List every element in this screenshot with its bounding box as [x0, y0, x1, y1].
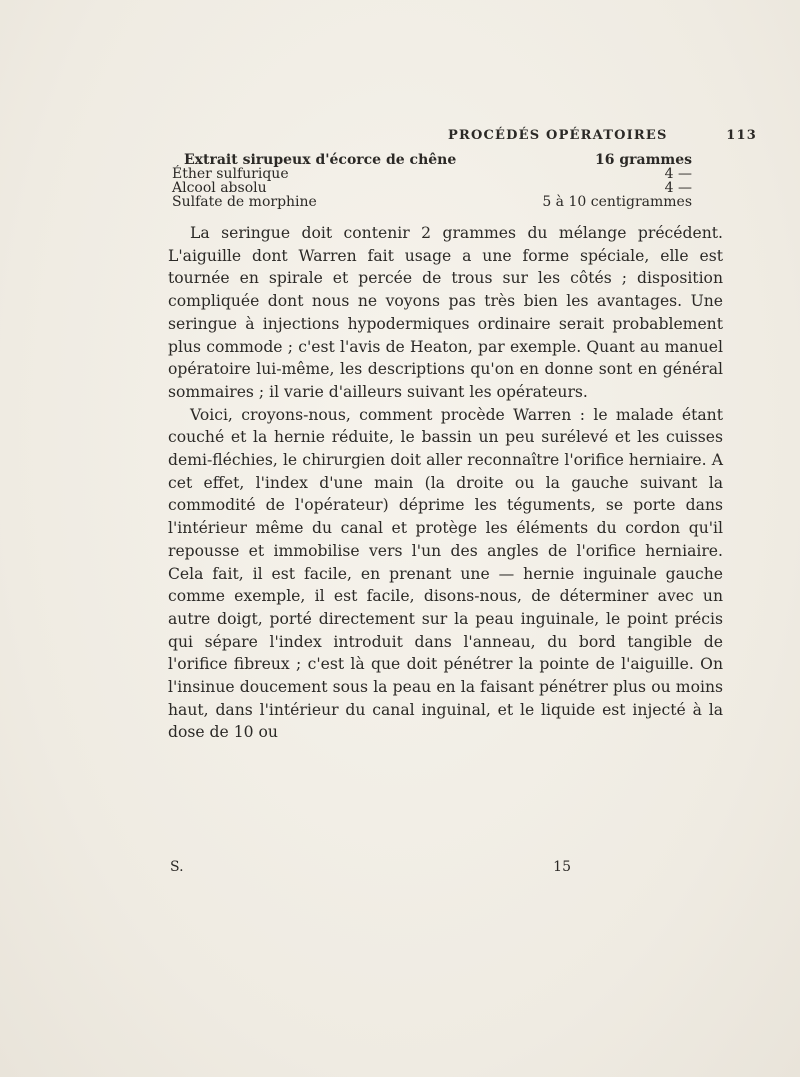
page-number: 113	[726, 128, 757, 143]
paragraph: Voici, croyons-nous, comment procède Warren : le malade étant couché et la hernie réduite, le bassin un peu surélevé et les cuisses demi-fléchies, le chirurgien doit aller reconnaître l'orifice herniaire. A cet effet, l'index d'une main (la droite ou la gauche suivant la commodité de l'opérateur) déprime les téguments, se porte dans l'intérieur même du canal et protège les éléments du cordon qu'il repousse et immobilise vers l'un des angles de l'orifice herniaire. Cela fait, il est facile, en prenant une — hernie inguinale gauche comme exemple, il est facile, disons-nous, de déterminer avec un autre doigt, porté directement sur la peau inguinale, le point précis qui sépare l'index introduit dans l'anneau, du bord tangible de l'orifice fibreux ; c'est là que doit pénétrer la pointe de l'aiguille. On l'insinue doucement sous la peau en la faisant pénétrer plus ou moins haut, dans l'intérieur du canal inguinal, et le liquide est injecté à la dose de 10 ou	[168, 405, 723, 742]
recipe-row	[172, 181, 692, 195]
recipe-row	[172, 153, 692, 167]
recipe-ingredient: Extrait sirupeux d'écorce de chêne	[184, 152, 457, 168]
body-text	[168, 222, 723, 744]
recipe-list	[172, 153, 692, 209]
sheet-number: 15	[553, 859, 571, 875]
recipe-quantity: 4 —	[664, 180, 692, 196]
paragraph: La seringue doit contenir 2 grammes du mélange précédent. L'aiguille dont Warren fait usage a une forme spéciale, elle est tournée en spirale et percée de trous sur les côtés ; disposition compliquée dont nous ne voyons pas très bien les avantages. Une seringue à injections hypodermiques ordinaire serait probablement plus commode ; c'est l'avis de Heaton, par exemple. Quant au manuel opératoire lui-même, les descriptions qu'on en donne sont en général sommaires ; il varie d'ailleurs suivant les opérateurs.	[168, 224, 723, 401]
recipe-ingredient: Éther sulfurique	[172, 166, 289, 182]
recipe-quantity: 5 à 10 centigrammes	[542, 194, 692, 210]
recipe-ingredient: Alcool absolu	[172, 180, 267, 196]
recipe-quantity: 4 —	[664, 166, 692, 182]
recipe-quantity: 16 grammes	[594, 152, 692, 168]
recipe-ingredient: Sulfate de morphine	[172, 194, 317, 210]
running-head-title: PROCÉDÉS OPÉRATOIRES	[448, 128, 668, 143]
recipe-row	[172, 195, 692, 209]
signature-mark: S.	[170, 859, 184, 875]
recipe-row	[172, 167, 692, 181]
running-head	[163, 128, 769, 148]
